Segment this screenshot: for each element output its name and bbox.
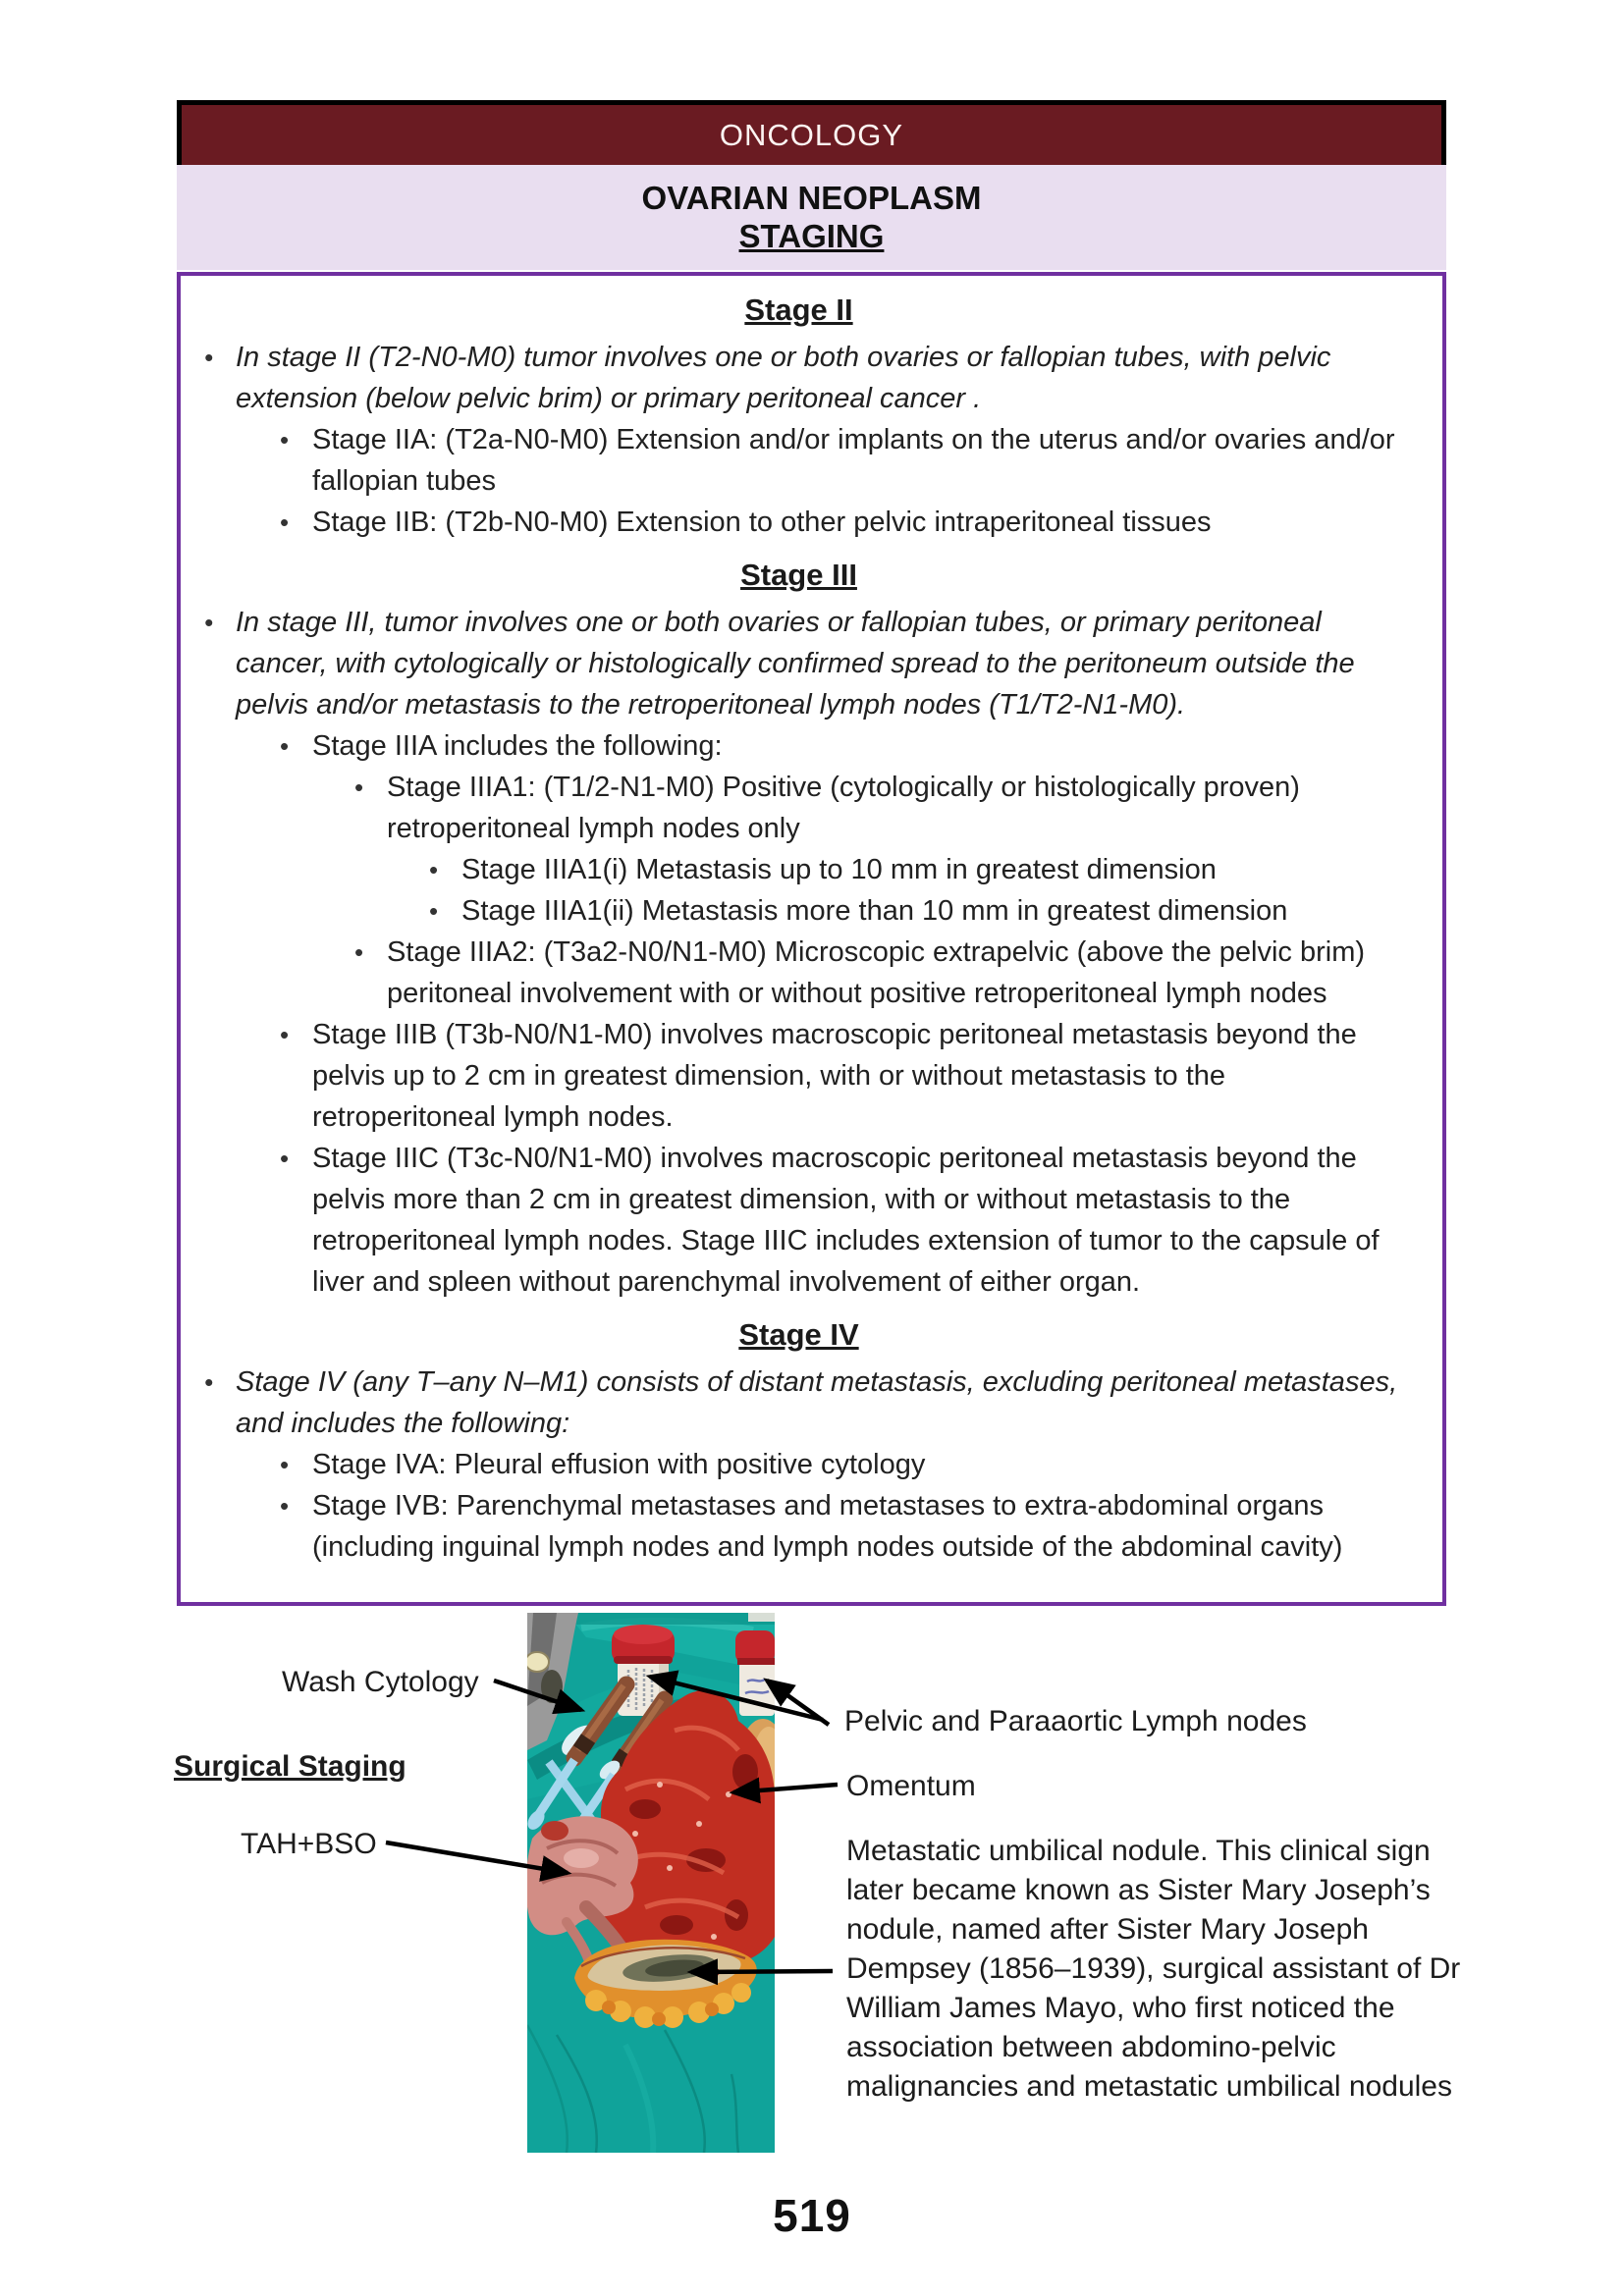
surgical-specimen-photo	[527, 1613, 775, 2153]
label-wash-cytology: Wash Cytology	[282, 1666, 479, 1698]
list-item	[181, 1014, 1417, 1138]
list-item-text: Stage IIIC (T3c-N0/N1-M0) involves macroscopic peritoneal metastasis beyond the pelvis more than 2 cm in greatest dimension, with or without metastasis to the retroperitoneal lymph nodes. Stage IIIC includes extension of tumor to the capsule of liver and spleen without parenchymal involvement of either organ.	[312, 1143, 1380, 1298]
list-item-text: Stage IV (any T–any N–M1) consists of distant metastasis, excluding peritoneal metastases, and includes the following:	[236, 1366, 1398, 1439]
list-item-text: Stage IIIA1(ii) Metastasis more than 10 mm in greatest dimension	[461, 895, 1288, 927]
topic-subtitle: STAGING	[738, 218, 885, 254]
list-item-text: Stage IVB: Parenchymal metastases and metastases to extra-abdominal organs (including inguinal lymph nodes and lymph nodes outside of the abdominal cavity)	[312, 1490, 1343, 1563]
list-item	[181, 1362, 1417, 1444]
stage-ii-heading: Stage II	[744, 293, 853, 327]
topic-title: OVARIAN NEOPLASM	[641, 180, 982, 216]
list-item-text: In stage II (T2-N0-M0) tumor involves one or both ovaries or fallopian tubes, with pelvic extension (below pelvic brim) or primary peritoneal cancer .	[236, 342, 1331, 414]
umbilical-nodule-note: Metastatic umbilical nodule. This clinical sign later became known as Sister Mary Joseph’s nodule, named after Sister Mary Joseph Dempsey (1856–1939), surgical assistant of Dr William James Mayo, who first noticed the association between abdomino-pelvic malignancies and metastatic umbilical nodules	[846, 1835, 1461, 2103]
list-item-text: Stage IIIA includes the following:	[312, 730, 723, 762]
list-item	[181, 1444, 1417, 1485]
label-omentum: Omentum	[846, 1770, 976, 1802]
staging-box	[177, 272, 1446, 1606]
specimen-container-right	[735, 1630, 775, 1716]
list-item-text: Stage IIIA1(i) Metastasis up to 10 mm in greatest dimension	[461, 854, 1217, 885]
list-item-text: Stage IVA: Pleural effusion with positive cytology	[312, 1449, 926, 1480]
list-item	[181, 932, 1417, 1014]
list-item	[181, 337, 1417, 419]
chapter-title: ONCOLOGY	[719, 117, 904, 152]
list-item	[181, 1485, 1417, 1568]
label-pelvic-paraaortic-lymph-nodes: Pelvic and Paraaortic Lymph nodes	[844, 1705, 1307, 1737]
label-tah-bso: TAH+BSO	[241, 1828, 377, 1860]
stage-iii-heading: Stage III	[740, 558, 857, 592]
list-item-text: Stage IIIB (T3b-N0/N1-M0) involves macroscopic peritoneal metastasis beyond the pelvis up to 2 cm in greatest dimension, with or without metastasis to the retroperitoneal lymph nodes.	[312, 1019, 1357, 1133]
list-item-text: Stage IIA: (T2a-N0-M0) Extension and/or implants on the uterus and/or ovaries and/or fallopian tubes	[312, 424, 1395, 497]
list-item	[181, 502, 1417, 543]
list-item-text: Stage IIB: (T2b-N0-M0) Extension to other pelvic intraperitoneal tissues	[312, 507, 1212, 538]
list-item-text: In stage III, tumor involves one or both ovaries or fallopian tubes, or primary peritoneal cancer, with cytologically or histologically confirmed spread to the peritoneum outside the pelvis and/or metastasis to the retroperitoneal lymph nodes (T1/T2-N1-M0).	[236, 607, 1355, 721]
list-item	[181, 602, 1417, 725]
list-item	[181, 767, 1417, 849]
list-item	[181, 1138, 1417, 1303]
list-item-text: Stage IIIA1: (T1/2-N1-M0) Positive (cytologically or histologically proven) retroperitoneal lymph nodes only	[387, 772, 1300, 844]
list-item	[181, 725, 1417, 767]
label-surgical-staging: Surgical Staging	[174, 1750, 406, 1783]
arrow-pelvic-nodes-right	[767, 1681, 829, 1725]
list-item	[181, 849, 1417, 890]
list-item-text: Stage IIIA2: (T3a2-N0/N1-M0) Microscopic extrapelvic (above the pelvic brim) peritoneal involvement with or without positive retroperitoneal lymph nodes	[387, 936, 1366, 1009]
list-item	[181, 419, 1417, 502]
page-number: 519	[773, 2190, 851, 2241]
topic-panel	[177, 165, 1446, 270]
stage-iv-heading: Stage IV	[738, 1317, 859, 1352]
list-item	[181, 890, 1417, 932]
chapter-header-bar	[177, 100, 1446, 165]
